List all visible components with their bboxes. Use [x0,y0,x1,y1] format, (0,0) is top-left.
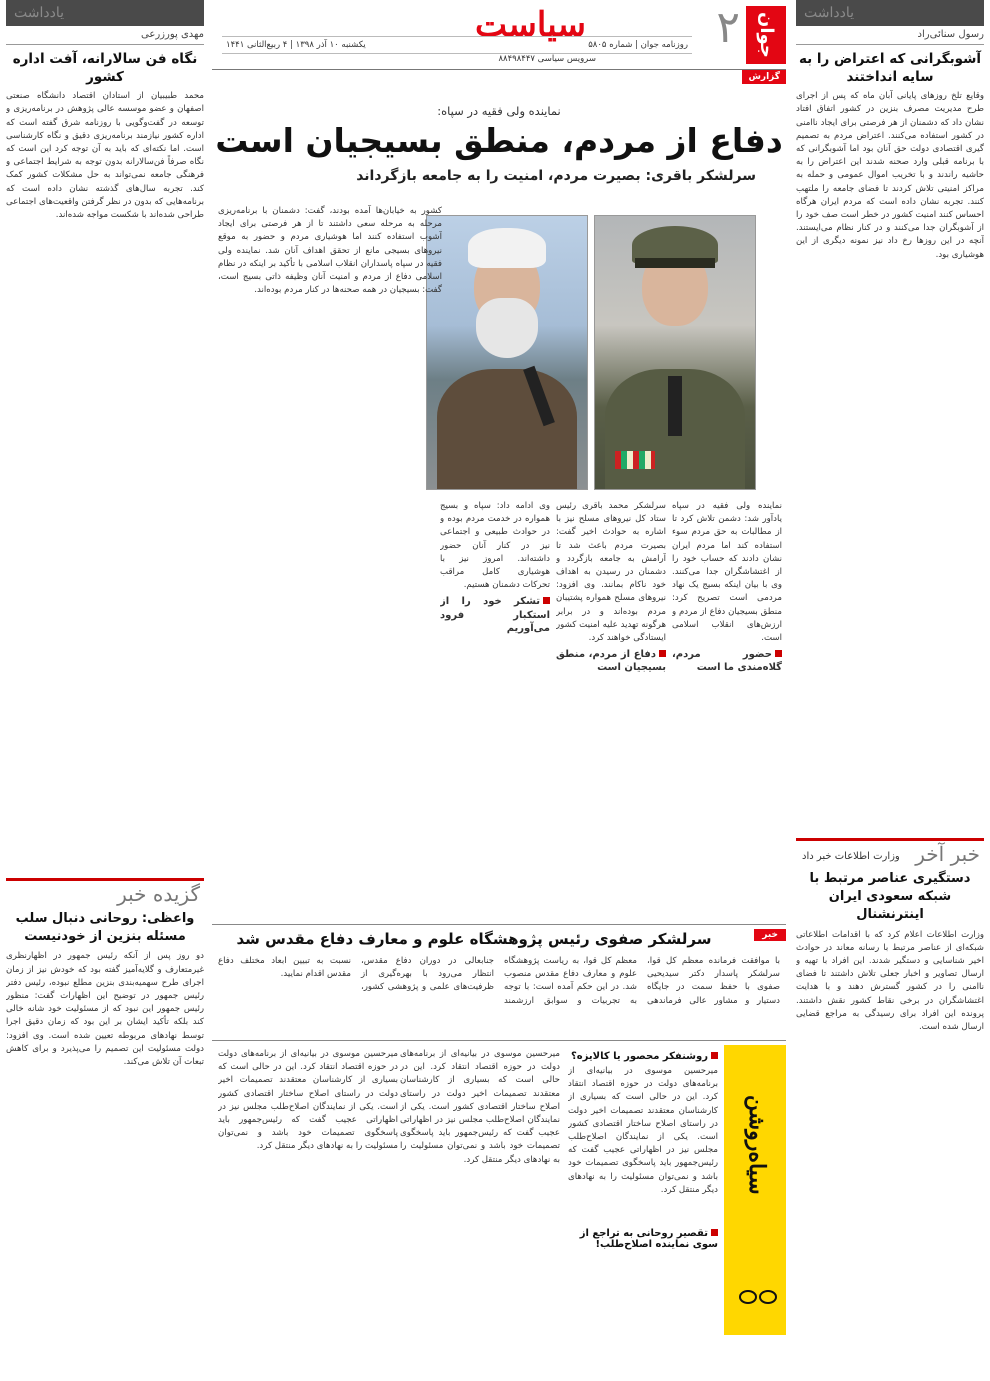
digest-title: واعظی: روحانی دنبال سلب مسئله بنزین از خودنیست [15,911,195,945]
box-col-1: روشنفکر محصور یا کالایزه؟ میرحسین موسوی در بیانیه‌ای از برنامه‌های دولت در حوزه اقتصاد انتقاد کرد. این در حالی است که بسیاری از کارشناسان معتقدند تصمیمات اخیر دولت در راستای اصلاح ساختار اقتصادی کشور است. یکی از نمایندگان اصلاح‌طلب مجلس نیز در اظهاراتی عجیب گفت که رئیس‌جمهور باید پاسخگوی تصمیمات خود باشد و نمی‌توان مسئولیت را به نهادهای دیگر منتقل کرد. تقصیر روحانی به تراجع از سوی نماینده اصلاح‌طلب! [568,1051,718,1250]
main-subhead: سرلشکر باقری: بصیرت مردم، امنیت را به جامعه بازگرداند [356,167,756,184]
main-section [212,0,786,1381]
last-news-body: وزارت اطلاعات اعلام کرد که با اقدامات اطلاعاتی شبکه‌ای از عناصر مرتبط با رسانه معاند در حوادث اخیر شناسایی و دستگیر شدند. این افراد با تهیه و ارسال تصاویر و اخبار جعلی تلاش داشتند تا فضای ناامنی را در کشور گسترش دهند و با هدایت اغتشاشگران در برخی نقاط کشور نقش داشتند. پرونده این افراد برای رسیدگی به مراجع قضایی ارسال شده است. [796,929,984,1033]
last-news-box [796,838,984,1229]
digest-body: دو روز پس از آنکه رئیس جمهور در اظهارنظری غیرمتعارف و گلایه‌آمیز گفته بود که خودش نیز از زمان اجرای طرح سهمیه‌بندی بنزین مطلع نبوده، رئیس دفتر رئیس جمهور در توضیح این اظهارات گفت: منظور رئیس جمهور این نبود که از مسئولیت خود شانه خالی کند بلکه تأکید ایشان بر این بود که زمان دقیق اجرا توسط نهادهای مربوطه تعیین شده است. وی افزود: دولت مسئولیت این تصمیم را می‌پذیرد و برای کاهش تبعات آن تلاش می‌کند. [6,951,204,1068]
left-note-body: محمد طبیبیان از استادان اقتصاد دانشگاه صنعتی اصفهان و عضو موسسه عالی پژوهش در برنامه‌ریزی و توسعه در گفت‌وگویی با روزنامه شرق گفته است که اداره کشور نیازمند برنامه‌ریزی دقیق و نگاه کارشناسی است. اما نکته‌ای که باید به آن توجه کرد این است که نگاه صرفاً فن‌سالارانه بدون توجه به شرایط اجتماعی و فرهنگی جامعه نمی‌تواند به حل مشکلات کشور کمک کند. تجربه سال‌های گذشته نشان داده است که برنامه‌هایی که بدون در نظر گرفتن واقعیت‌های اجتماعی طراحی شده‌اند با شکست مواجه شده‌اند. [6,91,204,220]
last-news-title: دستگیری عناصر مرتبط با شبکه سعودی ایران اینترنشنال [809,871,971,923]
page-number: ۲ [716,2,740,53]
box-col-2: میرحسین موسوی در بیانیه‌ای از برنامه‌های دولت در حوزه اقتصاد انتقاد کرد. این در حالی است که بسیاری از کارشناسان معتقدند تصمیمات اخیر دولت در راستای اصلاح ساختار اقتصادی کشور است. یکی از نمایندگان اصلاح‌طلب مجلس نیز در اظهاراتی عجیب گفت که رئیس‌جمهور باید پاسخگوی تصمیمات خود باشد و نمی‌توان مسئولیت را به نهادهای دیگر منتقل کرد. [400,1049,560,1165]
article-col-2: سرلشکر محمد باقری رئیس ستاد کل نیروهای مسلح نیز با اشاره به حوادث اخیر گفت: بصیرت مردم باعث شد تا آرامش به جامعه بازگردد و دشمنان در رسیدن به اهداف خود ناکام بمانند. وی افزود: نیروهای مسلح همواره پشتیبان مردم بوده‌اند و در برابر هرگونه تهدید علیه امنیت کشور ایستادگی خواهند کرد. دفاع از مردم، منطق بسیجیان است [556,501,666,674]
left-note-banner [6,0,204,26]
black-white-box [724,1045,786,1335]
lead-photos [426,215,756,490]
last-news-header [796,838,984,868]
note-banner-ghost: یادداشت [804,5,854,21]
note-author: رسول سنائی‌راد [796,26,984,45]
article-col-3: وی ادامه داد: سپاه و بسیج همواره در خدمت مردم بوده و در حوادث طبیعی و اجتماعی نیز در کنار آنان حضور داشته‌اند. امروز نیز با هوشیاری کامل مراقب تحرکات دشمنان هستیم. تشکر خود را از استکبار فرود می‌آوریم [440,501,550,634]
newspaper-logo[interactable]: جوان [746,6,786,64]
left-note-banner-ghost: یادداشت [14,5,64,21]
issue-info: روزنامه جوان | شماره ۵۸۰۵ [588,40,688,50]
kicker: نماینده ولی فقیه در سپاه: [437,104,561,118]
last-news-banner: خبر آخر [915,842,980,867]
report-tag: گزارش [742,70,786,84]
news-tag: خبر [754,929,786,941]
masthead [212,0,786,70]
section-logo: سیاست [475,5,586,45]
digest-box [6,878,204,1370]
digest-banner: گزیده خبر [117,882,200,907]
box-item-2: تقصیر روحانی به تراجع از سوی نماینده اصلاح‌طلب! [579,1228,718,1250]
issue-meta [222,36,692,54]
left-note-title: نگاه فن سالارانه، آفت اداره کشور [12,51,198,85]
subtitle-2: دفاع از مردم، منطق بسیجیان است [556,649,666,674]
service-phone: سرویس سیاسی ۸۸۴۹۸۴۴۷ [498,54,596,64]
left-column [0,0,210,1381]
photo-general [594,215,756,490]
note-body: وقایع تلخ روزهای پایانی آبان ماه که پس از اجرای طرح مدیریت مصرف بنزین در کشور اتفاق افتاد نشان داد که دشمنان از هر فرصتی برای ایجاد ناامنی در کشور استفاده می‌کنند. اعتراض مردم به تصمیم گیری اقتصادی دولت حق آنان بود اما آشوبگرانی که با برنامه قبلی وارد صحنه شدند این اعتراض را به حاشیه راندند و با تخریب اموال عمومی و حمله به مراکز امنیتی تلاش کردند تا فضای جامعه را ملتهب کنند. تجربه نشان داده است که مردم ایران هرگاه احساس کنند امنیت کشور در خطر است صف خود را از آشوبگران جدا می‌کنند و در کنار نظام می‌ایستند. آنچه در این روزها رخ داد نیز نمونه دیگری از این هوشیاری بود. [796,91,984,260]
lead-column: کشور به خیابان‌ها آمده بودند، گفت: دشمنان با برنامه‌ریزی مرحله به مرحله سعی داشتند تا از هر فرصتی برای ایجاد آشوب استفاده کنند اما هوشیاری مردم و حضور به موقع نیروهای بسیجی مانع از تحقق اهداف آنان شد. نماینده ولی فقیه در سپاه پاسداران انقلاب اسلامی با تأکید بر اینکه در نظام اسلامی دفاع از مردم و امنیت آنان وظیفه ذاتی بسیج است، گفت: بسیجیان در همه صحنه‌ها در کنار مردم بوده‌اند. [218,206,442,296]
right-column [790,0,990,1381]
note-title: آشوبگرانی که اعتراض را به سایه انداختند [798,51,982,85]
note-banner [796,0,984,26]
issue-date: یکشنبه ۱۰ آذر ۱۳۹۸ | ۴ ربیع‌الثانی ۱۴۴۱ [226,40,366,50]
story2-body: با موافقت فرمانده معظم کل قوا، سرلشکر پاسدار دکتر سیدیحیی صفوی با حفظ سمت در جایگاه دستیار و مشاور عالی فرماندهی معظم کل قوا، به ریاست پژوهشگاه علوم و معارف دفاع مقدس منصوب شد. در این حکم آمده است: با توجه به تجربیات و سوابق ارزشمند جنابعالی در دوران دفاع مقدس، انتظار می‌رود با بهره‌گیری از ظرفیت‌های علمی و پژوهشی کشور، نسبت به تبیین ابعاد مختلف دفاع مقدس اقدام نمایید. [218,956,780,1006]
subtitle-3: تشکر خود را از استکبار فرود می‌آوریم [440,596,550,634]
box-item-1: روشنفکر محصور یا کالایزه؟ [570,1051,708,1062]
main-headline: دفاع از مردم، منطق بسیجیان است [215,121,783,160]
box-col-3: میرحسین موسوی در بیانیه‌ای از برنامه‌های دولت در حوزه اقتصاد انتقاد کرد. این در حالی است که بسیاری از کارشناسان معتقدند تصمیمات اخیر دولت در راستای اصلاح ساختار اقتصادی کشور است. یکی از نمایندگان اصلاح‌طلب مجلس نیز در اظهاراتی عجیب گفت که رئیس‌جمهور باید پاسخگوی تصمیمات خود باشد و نمی‌توان مسئولیت را به نهادهای دیگر منتقل کرد. [218,1049,398,1152]
article-col-1: نماینده ولی فقیه در سپاه یادآور شد: دشمن تلاش کرد تا از مطالبات به حق مردم سوء استفاده کند اما مردم ایران نشان دادند که حساب خود را از اغتشاشگران جدا می‌کنند. وی با بیان اینکه بسیج یک نهاد مردمی است تصریح کرد: منطق بسیجیان دفاع از مردم و ارزش‌های انقلاب اسلامی است. حضور مردم، گلاه‌مندی ما است [672,501,782,674]
photo-cleric [426,215,588,490]
glasses-icon [732,1289,778,1305]
last-news-source: وزارت اطلاعات خبر داد [802,851,900,863]
digest-header [6,878,204,908]
black-white-label: سیاه‌روشن [744,1095,770,1195]
left-note-author: مهدی پورزرعی [6,26,204,45]
subtitle-1: حضور مردم، گلاه‌مندی ما است [672,649,782,674]
story2-title: سرلشکر صفوی رئیس پژوهشگاه علوم و معارف دفاع مقدس شد [236,930,712,948]
